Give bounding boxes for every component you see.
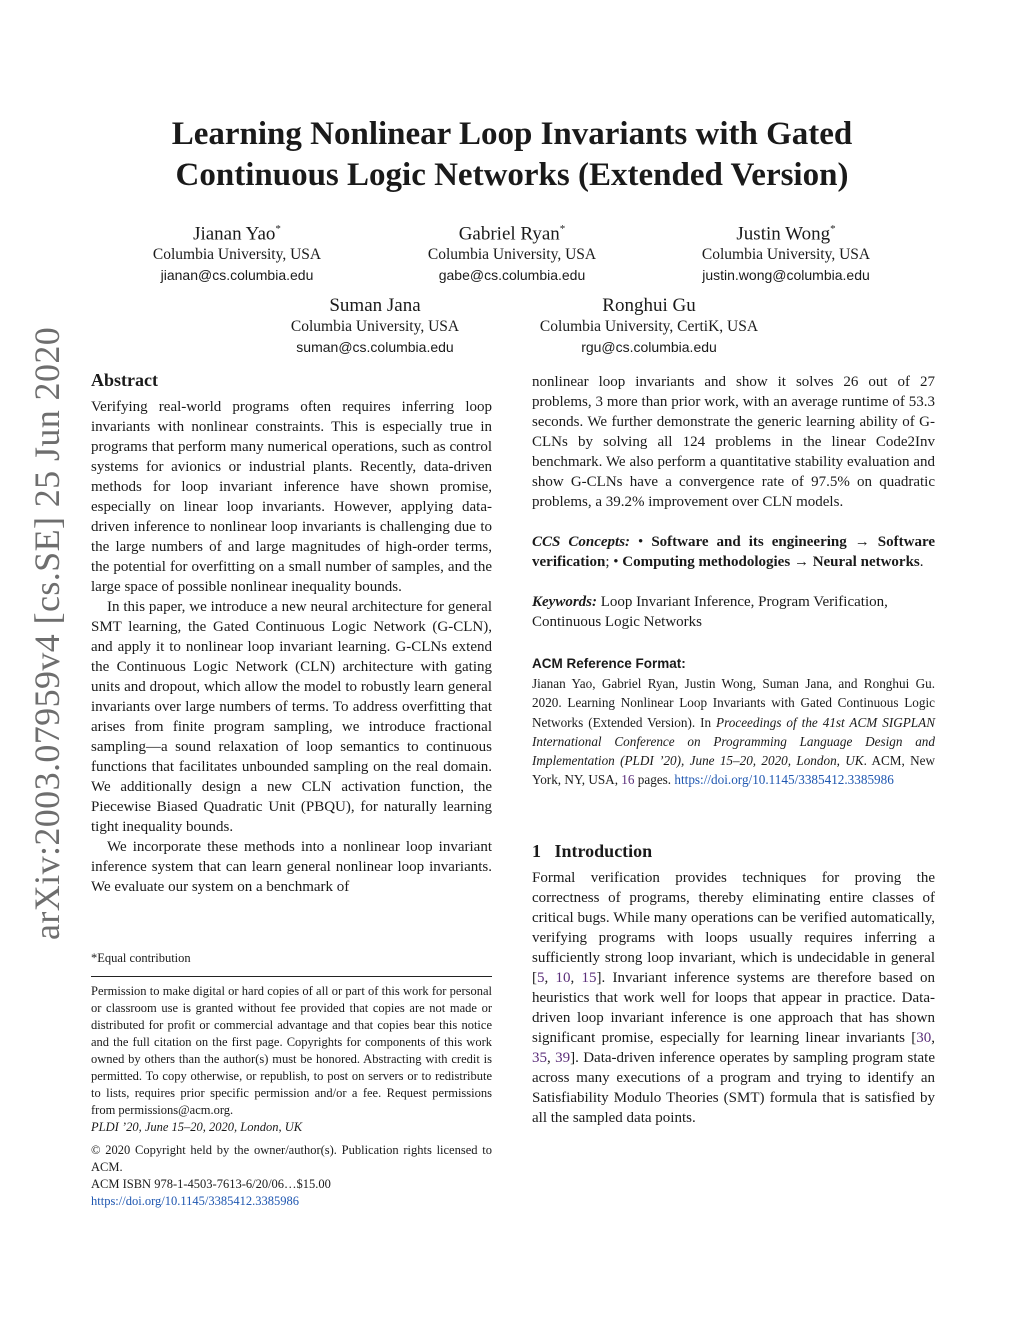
ccs-label: CCS Concepts: — [532, 534, 631, 550]
section-title: Introduction — [554, 840, 653, 861]
ccs-concepts: CCS Concepts: • Software and its engineering → Software verification; • Computing methodologies → Neural networks. — [532, 534, 936, 570]
author-affiliation: Columbia University, USA — [290, 318, 460, 335]
author-email[interactable]: justin.wong@columbia.edu — [702, 267, 870, 284]
citation-link[interactable]: 5 — [537, 969, 545, 986]
bullet: • — [638, 534, 644, 550]
author-name: Gabriel Ryan — [458, 223, 560, 245]
permission-text: Permission to make digital or hard copies of all or part of this work for personal or classroom use is granted without fee provided that copies are not made or distributed for profit or commercial advantage and that copies bear this notice and the full citation on the first page. Copyrights for components of this work owned by others than the author(s) must be honored. Abstracting with credit is permitted. To copy otherwise, or republish, to post on servers or to redistribute to lists, requires prior specific permission and/or a fee. Request permissions from permissions@acm.org. — [91, 984, 492, 1117]
footnote-rule — [91, 976, 492, 977]
citation-link[interactable]: 35 — [532, 1049, 547, 1066]
author-affiliation: Columbia University, USA — [427, 246, 597, 264]
acm-reference-heading: ACM Reference Format: — [532, 656, 686, 671]
doi-link[interactable]: https://doi.org/10.1145/3385412.3385986 — [91, 1194, 299, 1208]
arrow: → — [854, 534, 870, 550]
isbn-line: ACM ISBN 978-1-4503-7613-6/20/06…$15.00 — [91, 1177, 331, 1191]
reference-doi-link[interactable]: https://doi.org/10.1145/3385412.3385986 — [674, 772, 894, 788]
abstract-paragraph-1: Verifying real-world programs often requires inferring loop invariants with nonlinear constraints. This is especially true in programs that perform many numerical operations, such as control systems for avionics or industrial plants. Recently, data-driven methods for loop invariant inference have shown promise, especially on linear loop invariants. However, applying data-driven inference to nonlinear loop invariants is challenging due to the large numbers of and large magnitudes of high-order terms, the potential for overfitting on a small number of samples, and the large space of possible nonlinear inequality bounds. — [91, 399, 492, 595]
ccs-concept-1b: Software verification — [532, 534, 936, 570]
author-email[interactable]: suman@cs.columbia.edu — [296, 339, 454, 355]
citation-link[interactable]: 30 — [916, 1029, 932, 1046]
equal-mark: * — [559, 223, 566, 235]
reference-publisher: . ACM, New York, NY, USA, — [532, 753, 936, 788]
equal-mark: * — [830, 223, 836, 235]
ccs-concept-2b: Neural networks — [812, 554, 920, 570]
citation-separator: , — [931, 1029, 935, 1046]
author-block-gu — [519, 295, 779, 357]
citation-separator: , — [547, 1049, 556, 1066]
author-email[interactable]: gabe@cs.columbia.edu — [438, 267, 586, 284]
arrow: → — [793, 554, 809, 570]
page-count-link[interactable]: 16 — [621, 772, 635, 788]
author-affiliation: Columbia University, USA — [701, 246, 871, 264]
paper-title — [60, 114, 964, 196]
introduction-paragraph — [532, 868, 935, 1128]
venue-line: PLDI ’20, June 15–20, 2020, London, UK — [91, 1120, 303, 1134]
citation-link[interactable]: 10 — [555, 969, 571, 986]
intro-text-3: ]. Data-driven inference operates by sampling program state across many executions of a program and trying to identify an Satisfiability Modulo Theories (SMT) formula that is satisfied by all the sampled data points. — [532, 1049, 935, 1126]
author-affiliation: Columbia University, CertiK, USA — [539, 318, 759, 335]
author-name: Suman Jana — [329, 295, 421, 316]
acm-reference — [532, 654, 935, 790]
abstract-paragraph-3: We incorporate these methods into a nonlinear loop invariant inference system that can learn general nonlinear loop invariants. We evaluate our system on a benchmark of — [91, 839, 492, 895]
reference-proceedings: Proceedings of the 41st ACM SIGPLAN International Conference on Programming Language Design and Implementation (PLDI ’20), June 15–20, 2020, London, UK — [532, 714, 935, 769]
section-number: 1 — [532, 840, 541, 861]
keywords-label: Keywords: — [532, 594, 597, 610]
author-email[interactable]: jianan@cs.columbia.edu — [160, 267, 314, 284]
intro-text-2: ]. Invariant inference systems are therefore based on heuristics that work well for loops that appear in practice. Data-driven loop invariant inference is one approach that has shown significant promise, especially for learning linear invariants [ — [532, 969, 935, 1046]
citation-separator: , — [544, 969, 556, 986]
keywords — [532, 592, 935, 632]
abstract-section — [91, 369, 492, 897]
author-email[interactable]: rgu@cs.columbia.edu — [581, 339, 717, 355]
ccs-concept-2: Computing methodologies — [622, 554, 791, 570]
keywords-text: Loop Invariant Inference, Program Verification, Continuous Logic Networks — [532, 594, 888, 630]
introduction-heading — [532, 840, 935, 862]
reference-pages-word: pages. — [637, 772, 672, 788]
author-block-yao — [107, 218, 367, 285]
equal-contribution-footnote: *Equal contribution — [91, 951, 191, 965]
author-affiliation: Columbia University, USA — [152, 246, 322, 264]
author-name: Justin Wong — [736, 223, 831, 245]
abstract-paragraph-2: In this paper, we introduce a new neural architecture for general SMT learning, the Gated Continuous Logic Network (G-CLN), and apply it to nonlinear loop invariant learning. G-CLNs extend the Continuous Logic Network (CLN) architecture with gating units and dropout, which allow the model to robustly learn general invariants over large numbers of terms. To address overfitting that arises from finite program sampling, we introduce fractional sampling—a sound relaxation of loop semantics to continuous functions that facilitates unbounded sampling on the real domain. We additionally design a new CLN activation function, the Piecewise Biased Quadratic Unit (PBQU), for naturally learning tight inequality bounds. — [91, 599, 492, 835]
author-block-wong — [656, 218, 916, 285]
author-block-ryan — [382, 218, 642, 285]
ccs-concept-1: Software and its engineering — [651, 534, 847, 550]
reference-authors-title: Jianan Yao, Gabriel Ryan, Justin Wong, Suman Jana, and Ronghui Gu. 2020. Learning Nonlinear Loop Invariants with Gated Continuous Logic Networks (Extended Version). In — [532, 676, 935, 730]
bullet: • — [613, 554, 619, 570]
author-block-jana — [245, 295, 505, 357]
citation-separator: , — [570, 969, 582, 986]
author-name: Ronghui Gu — [602, 295, 696, 316]
intro-text-1: Formal verification provides techniques for proving the correctness of programs, thereby eliminating entire classes of critical bugs. While many operations can be verified automatically, verifying programs with loops usually requires inferring a sufficiently strong loop invariant, which is undecidable in general [ — [532, 869, 935, 986]
author-name: Jianan Yao — [193, 223, 276, 245]
abstract-continued: nonlinear loop invariants and show it solves 26 out of 27 problems, 3 more than prior work, with an average runtime of 53.3 seconds. We further demonstrate the generic learning ability of G-CLNs by solving all 124 problems in the linear Code2Inv benchmark. We also perform a quantitative stability evaluation and show G-CLNs have a convergence rate of 97.5% on quadratic problems, a 39.2% improvement over CLN models. — [532, 374, 935, 510]
equal-mark: * — [275, 223, 281, 235]
citation-link[interactable]: 39 — [555, 1049, 571, 1066]
title-line-2: Continuous Logic Networks (Extended Version) — [175, 157, 849, 193]
acm-reference-text — [532, 674, 935, 790]
citation-link[interactable]: 15 — [581, 969, 597, 986]
right-column — [532, 372, 935, 1128]
copyright-line: © 2020 Copyright held by the owner/author(s). Publication rights licensed to ACM. — [91, 1143, 492, 1174]
title-line-1: Learning Nonlinear Loop Invariants with Gated — [171, 116, 853, 152]
abstract-heading: Abstract — [91, 370, 158, 390]
permission-block — [91, 983, 492, 1210]
arxiv-stamp: arXiv:2003.07959v4 [cs.SE] 25 Jun 2020 — [27, 326, 67, 940]
